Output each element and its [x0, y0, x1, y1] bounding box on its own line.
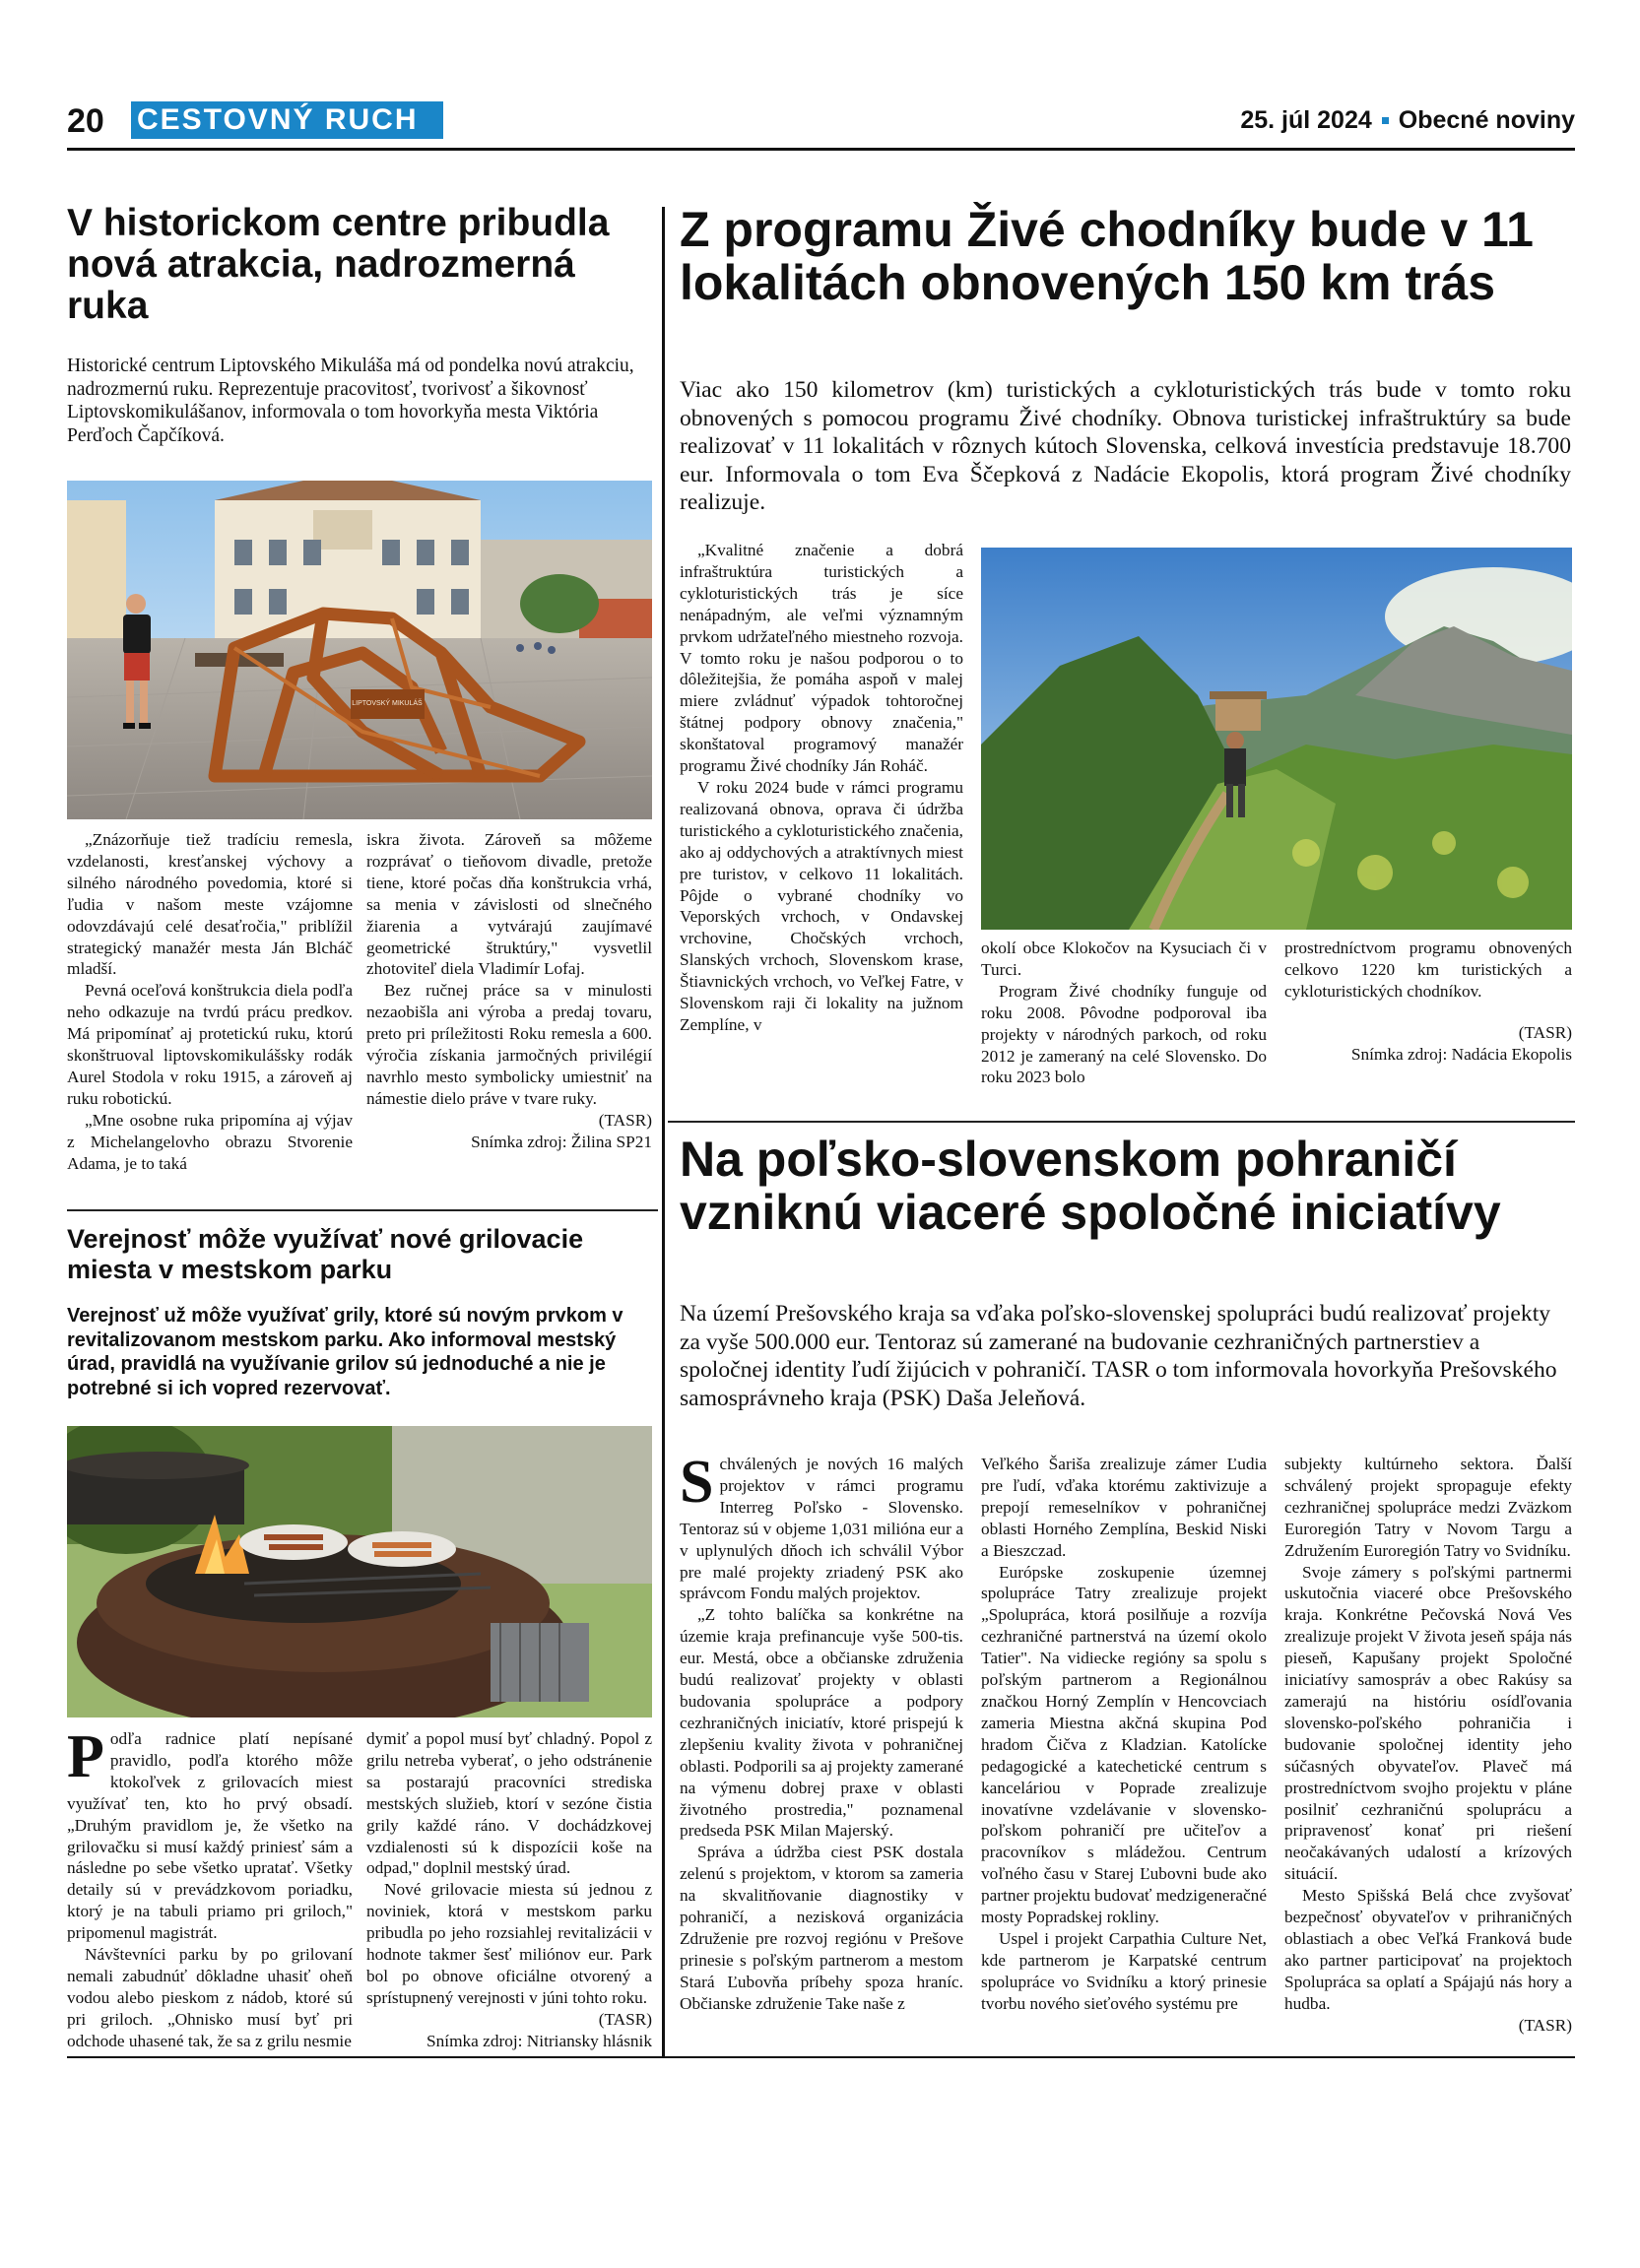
article4-source: (TASR)	[1518, 2015, 1572, 2035]
article1-photo-credit: Snímka zdroj: Žilina SP21	[471, 1132, 652, 1151]
article1-source: (TASR)	[598, 1110, 652, 1130]
paragraph: „Znázorňuje tiež tradíciu remesla, vzdelanosti, kresťanskej výchovy a silného národného povedomia, ktoré si ľudia v našom meste vzájomne odovzdávajú celé desaťročia," priblížil strategický manažér mesta Ján Blcháč mladší.	[67, 830, 353, 979]
article2-col2	[981, 938, 1267, 1088]
article4-headline: Na poľsko-slovenskom pohraničí vzniknú viaceré spoločné iniciatívy	[680, 1132, 1501, 1240]
column-divider	[662, 207, 665, 2058]
article4-lead: Na území Prešovského kraja sa vďaka poľsko-slovenskej spolupráci budú realizovať projekty za vyše 500.000 eur. Tentoraz sú zamerané na budovanie cezhraničných partnerstiev a spoločnej identity ľudí žijúcich v pohraničí. TASR o tom informovala hovorkyňa Prešovského samosprávneho kraja (PSK) Daša Jeleňová.	[680, 1301, 1557, 1411]
article3-photo	[67, 1426, 652, 1717]
issue-date: 25. júl 2024	[1240, 106, 1372, 134]
paragraph: Mesto Spišská Belá chce zvyšovať bezpečnosť obyvateľov v prihraničných oblastiach a obec Veľká Franková bude ako partner participovať na projektoch Spolupráca sa oplatí a Spájajú nás hory a hudba.	[1284, 1886, 1572, 2013]
paragraph: okolí obce Klokočov na Kysuciach či v Turci.	[981, 939, 1267, 979]
footer-rule	[67, 2056, 1575, 2058]
paragraph: Pevná oceľová konštrukcia diela podľa neho odkazuje na tvrdú prácu predkov. Má pripomínať aj protetickú ruku, ktorú skonštruoval liptovskomikulášsky rodák Aurel Stodola v roku 1915, a zároveň aj ruku robotickú.	[67, 981, 353, 1108]
left-article-divider	[67, 1209, 658, 1211]
paragraph: Bez ručnej práce sa v minulosti nezaobišla ani výroba a predaj tovaru, preto pri príležitosti Roku remesla a 600. výročia získania jarmočných privilégií navrhlo mesto symbolicky umiestniť na námestie dielo práve v tvare ruky.	[366, 981, 652, 1108]
article3-headline: Verejnosť môže využívať nové grilovacie miesta v mestskom parku	[67, 1224, 584, 1284]
paragraph: Nové grilovacie miesta sú jednou z noviniek, ktorá v mestskom parku pribudla po jeho rozsiahlej revitalizácii v hodnote takmer šesť miliónov eur. Park bol po obnove oficiálne otvorený a sprístupnený verejnosti v júni tohto roku.	[366, 1880, 652, 2007]
separator-dot	[1382, 117, 1389, 124]
paragraph: „Kvalitné značenie a dobrá infraštruktúra turistických a cykloturistických trás je síce nenápadným, ale veľmi významným prvkom udržateľného miestneho rozvoja. V tomto roku je našou podporou o to dôležitejšia, že pomáha aspoň v malej miere zvládnuť výpadok tohtoročnej štátnej podpory obnovy značenia," skonštatoval programový manažér programu Živé chodníky Ján Roháč.	[680, 541, 963, 776]
article1-headline: V historickom centre pribudla nová atrakcia, nadrozmerná ruka	[67, 202, 610, 327]
article2-col3	[1284, 938, 1572, 1066]
paragraph: iskra života. Zároveň sa môžeme rozprávať o tieňovom divadle, pretože tiene, ktoré počas dňa konštrukcia vrhá, sa menia v závislosti od slnečného žiarenia a vytvárajú zaujímavé geometrické štruktúry," vysvetlil zhotoviteľ diela Vladimír Lofaj.	[366, 830, 652, 979]
sculpture-sign-text: LIPTOVSKÝ MIKULÁŠ	[352, 700, 423, 707]
paragraph: Návštevníci parku by po grilovaní nemali zabudnúť dôkladne uhasiť oheň vodou alebo pieskom z nádob, ktoré sú pri griloch. „Ohnisko musí byť pri odchode uhasené tak, že sa z grilu nesmie	[67, 1945, 353, 2050]
article1-lead: Historické centrum Liptovského Mikuláša má od pondelka novú atrakciu, nadrozmernú ruku. Reprezentuje pracovitosť, tvorivosť a šikovnosť Liptovskomikulášanov, informovala o tom hovorkyňa mesta Viktória Perďoch Čapčíková.	[67, 356, 634, 446]
article1-col2	[366, 829, 652, 1153]
paragraph: prostredníctvom programu obnovených celkovo 1220 km turistických a cykloturistických chodníkov.	[1284, 939, 1572, 1001]
paragraph: Uspel i projekt Carpathia Culture Net, kde partnerom je Karpatské centrum spolupráce vo Svidníku a ktorý prinesie tvorbu nového sieťového systému pre	[981, 1928, 1267, 2013]
article4-col1	[680, 1449, 963, 2015]
publication-name: Obecné noviny	[1398, 106, 1575, 134]
article4-col3	[1284, 1454, 1572, 2036]
paragraph: Veľkého Šariša zrealizuje zámer Ľudia pre ľudí, vďaka ktorému zaktivizuje a prepojí remeselníkov v pohraničnej oblasti Horného Zemplína, Beskid Niski a Bieszczad.	[981, 1455, 1267, 1560]
article3-lead: Verejnosť už môže využívať grily, ktoré sú novým prvkom v revitalizovanom mestskom parku. Ako informoval mestský úrad, pravidlá na využívanie grilov sú jednoduché a nie je potrebné si ich vopred rezervovať.	[67, 1305, 623, 1399]
paragraph: Program Živé chodníky funguje od roku 2008. Pôvodne podporoval iba projekty v národných parkoch, od roku 2012 je zameraný na celé Slovensko. Do roku 2023 bolo	[981, 981, 1267, 1087]
paragraph: Správa a údržba ciest PSK dostala zelenú s projektom, v ktorom sa zameria na skvalitňovanie diagnostiky v pohraničí, a nezisková organizácia Združenie pre rozvoj regiónu v Prešove prinesie s poľským partnerom a mestom Stará Ľubovňa príbehy spoza hraníc. Občianske združenie Take naše z	[680, 1843, 963, 2013]
paragraph: „Z tohto balíčka sa konkrétne na územie kraja prefinancuje vyše 500-tis. eur. Mestá, obce a občianske združenia budú realizovať projekty v oblasti budovania spolupráce a podpory cezhraničných iniciatív, ktoré prispejú k zlepšeniu kvality života v pohraničnej oblasti. Podporili sa aj projekty zamerané na výmenu dobrej praxe v oblasti životného prostredia," poznamenal predseda PSK Milan Majerský.	[680, 1605, 963, 1841]
article2-headline: Z programu Živé chodníky bude v 11 lokalitách obnovených 150 km trás	[680, 202, 1534, 310]
article1-col1	[67, 829, 353, 1175]
article3-source: (TASR)	[598, 2009, 652, 2029]
article2-col1	[680, 540, 963, 1036]
paragraph: V roku 2024 bude v rámci programu realizovaná obnova, oprava či údržba turistického a cykloturistického značenia, ako aj oddychových a atraktívnych miest pre turistov, v celkovo 11 lokalitách. Pôjde o vybrané chodníky vo Veporských vrchoch, v Ondavskej vrchovine, Chočských vrchoch, Slanských vrchoch, Slovenskom krase, Štiavnických vrchoch, vo Veľkej Fatre, v Slovenskom raji či lokality na južnom Zemplíne, v	[680, 777, 963, 1034]
dropcap-letter: S	[680, 1449, 714, 1516]
article2-photo-credit: Snímka zdroj: Nadácia Ekopolis	[1350, 1044, 1572, 1064]
article3-col2	[366, 1728, 652, 2052]
right-article-divider	[668, 1121, 1575, 1123]
article3-photo-credit: Snímka zdroj: Nitriansky hlásnik	[426, 2031, 652, 2050]
page-number: 20	[67, 102, 104, 140]
paragraph: Svoje zámery s poľskými partnermi uskutočnia viaceré obce Prešovského kraja. Konkrétne Pečovská Nová Ves zrealizuje projekt V života jeseň spája nás pieseň, Kapušany projekt Spoločné iniciatívy samospráv a obec Rakúsy sa zamerajú na históriu osídľovania slovensko-poľského pohraničia i budovanie spoločnej identity jeho súčasných obyvateľov. Plaveč má prostredníctvom svojho projektu v pláne posilniť cezhraničnú spoluprácu a pripravenosť konať pri riešení neočakávaných udalostí a krízových situácií.	[1284, 1562, 1572, 1884]
paragraph: dymiť a popol musí byť chladný. Popol z grilu netreba vyberať, o jeho odstránenie sa postarajú pracovníci strediska mestských služieb, ktorí v sezóne čistia grily každé ráno. V dochádzkovej vzdialenosti sú k dispozícii koše na odpad," doplnil mestský úrad.	[366, 1729, 652, 1878]
dateline	[1240, 106, 1575, 135]
paragraph: Európske zoskupenie územnej spolupráce Tatry zrealizuje projekt „Spolupráca, ktorá posilňuje a rozvíja cezhraničné partnerstvá na území okolo Tatier". Na vidiecke regióny sa spolu s poľským partnerom a Regionálnou značkou Horný Zemplín v Hencovciach zameria Miestna akčná skupina Pod hradom Čičva z Kladzian. Katolícke pedagogické a katechetické centrum s kanceláriou v Poprade zrealizuje inovatívne vzdelávanie v slovensko-poľskom pohraničí pre učiteľov a pracovníkov s mládežou. Centrum voľného času v Starej Ľubovni bude ako partner projektu budovať medzigeneračné mosty Popradskej rokliny.	[981, 1562, 1267, 1927]
paragraph: chválených je nových 16 malých projektov v rámci programu Interreg Poľsko - Slovensko. Tentoraz sú v objeme 1,031 milióna eur a v uplynulých dňoch ich schválil Výbor pre malé projekty zriadený PSK ako správcom Fondu malých projektov.	[680, 1455, 963, 1603]
paragraph: subjekty kultúrneho sektora. Ďalší schválený projekt spropaguje efekty cezhraničnej spolupráce medzi Zväzkom Euroregión Tatry v Novom Targu a Združením Euroregión Tatry vo Svidníku.	[1284, 1455, 1572, 1560]
paragraph: „Mne osobne ruka pripomína aj výjav z Michelangelovho obrazu Stvorenie Adama, je to taká	[67, 1110, 353, 1173]
article2-source: (TASR)	[1518, 1022, 1572, 1042]
header-rule	[67, 148, 1575, 151]
dropcap-letter: P	[67, 1723, 104, 1790]
section-label: CESTOVNÝ RUCH	[131, 101, 443, 139]
article1-photo	[67, 481, 652, 819]
article2-photo	[981, 548, 1572, 930]
article4-col2	[981, 1454, 1267, 2015]
article2-lead: Viac ako 150 kilometrov (km) turistických a cykloturistických trás bude v tomto roku obnovených s pomocou programu Živé chodníky. Obnova turistickej infraštruktúry sa bude realizovať v 11 lokalitách v rôznych kútoch Slovenska, celková investícia predstavuje 18.700 eur. Informovala o tom Eva Ščepková z Nadácie Ekopolis, ktorá program Živé chodníky realizuje.	[680, 377, 1571, 515]
paragraph: odľa radnice platí nepísané pravidlo, podľa ktorého môže ktokoľvek z grilovacích miest využívať ten, kto ho prvý obsadí. „Druhým pravidlom je, že všetko na grilovačku si musí každý priniesť sám a následne po sebe všetko upratať. Všetky detaily sú v prevádzkovom poriadku, ktorý je na tabuli priamo pri griloch," pripomenul magistrát.	[67, 1729, 353, 1943]
article3-col1	[67, 1723, 353, 2052]
